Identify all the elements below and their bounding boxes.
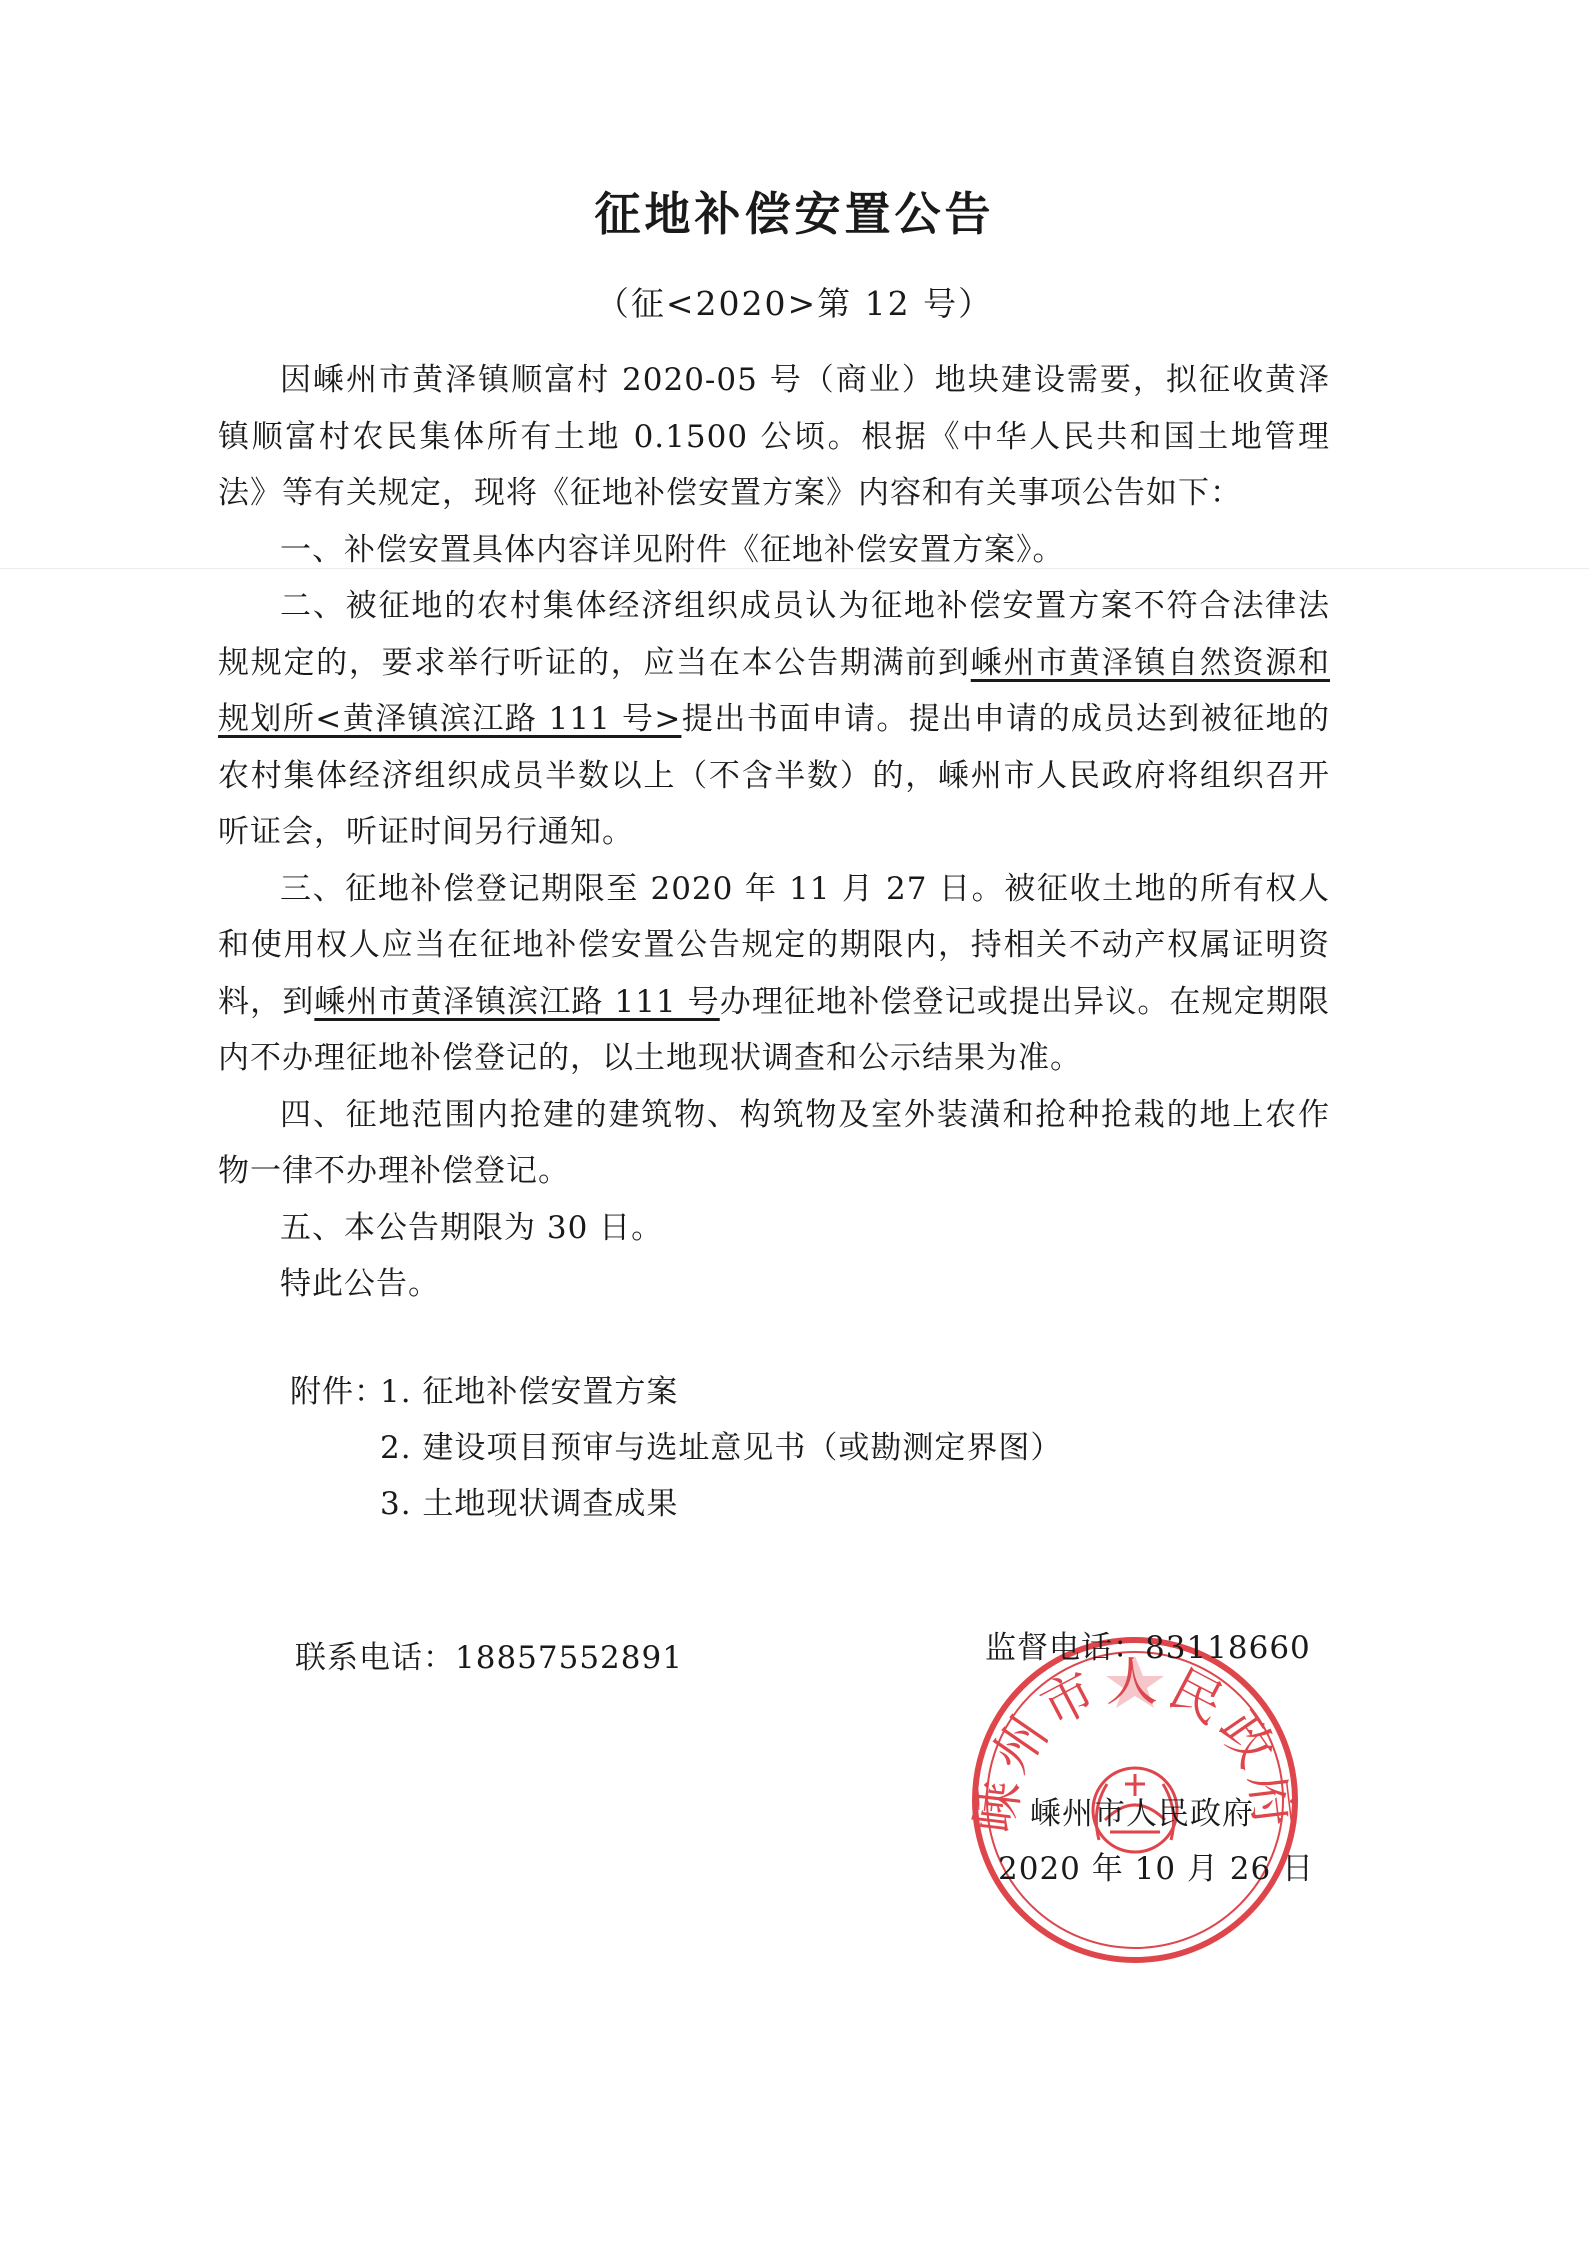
- attachment-row: [290, 1364, 1062, 1420]
- item-3-underlined-address: 嵊州市黄泽镇滨江路 111 号: [314, 983, 720, 1020]
- paragraph-item-5: 五、本公告期限为 30 日。: [280, 1209, 664, 1246]
- signature-date: 2020 年 10 月 26 日: [998, 1851, 1315, 1887]
- contact-phone-value: 18857552891: [455, 1640, 683, 1676]
- item-2-text-b: 提出书面申请。提出申请的成员达到被征地的农村集体经济组织成员半数以上（不含半数）的，嵊州市人民政府将组织召开听证会，听证时间另行通知。: [218, 701, 1331, 850]
- item-3-text-b: 办理征地补偿登记或提出异议。在规定期限内不办理征地补偿登记的，以土地现状调查和公示结果为准。: [218, 983, 1330, 1076]
- item-3-text-a: 三、征地补偿登记期限至 2020 年 11 月 27 日。被征收土地的所有权人和使用权人应当在征地补偿安置公告规定的期限内，持相关不动产权属证明资料，到: [218, 870, 1330, 1020]
- supervise-phone-label: 监督电话：: [985, 1630, 1145, 1666]
- paragraph-item-4: 四、征地范围内抢建的建筑物、构筑物及室外装潢和抢种抢栽的地上农作物一律不办理补偿登记。: [218, 1096, 1330, 1189]
- document-body: [218, 352, 1330, 1313]
- supervise-phone: [985, 1622, 1311, 1667]
- paragraph-item-1: 一、补偿安置具体内容详见附件《征地补偿安置方案》。: [280, 531, 1065, 568]
- attachment-row: [290, 1476, 1062, 1532]
- attachments-list: [290, 1364, 1062, 1532]
- paragraph-intro: 因嵊州市黄泽镇顺富村 2020-05 号（商业）地块建设需要，拟征收黄泽镇顺富村农民集体所有土地 0.1500 公顷。根据《中华人民共和国土地管理法》等有关规定，现将《征地补偿安置方案》内容和有关事项公告如下：: [218, 362, 1330, 511]
- contact-phone: [295, 1632, 683, 1677]
- item-2-underlined-address: 嵊州市黄泽镇自然资源和规划所<黄泽镇滨江路 111 号>: [218, 644, 1331, 737]
- contact-phone-label: 联系电话：: [295, 1640, 455, 1676]
- attachment-item: 2. 建设项目预审与选址意见书（或勘测定界图）: [380, 1430, 1063, 1466]
- paragraph-closing: 特此公告。: [280, 1266, 440, 1302]
- attachment-item: 3. 土地现状调查成果: [380, 1486, 679, 1522]
- attachment-row: [290, 1420, 1062, 1476]
- seal-text: 嵊州市人民政府: [965, 1653, 1305, 1837]
- attachments-label: 附件：: [290, 1374, 386, 1410]
- attachment-item: 1. 征地补偿安置方案: [380, 1374, 679, 1410]
- paragraph-item-2: [218, 578, 1330, 861]
- signature-organization: 嵊州市人民政府: [1030, 1796, 1254, 1832]
- document-number: （征<2020>第 12 号）: [595, 284, 994, 323]
- item-2-text-a: 二、被征地的农村集体经济组织成员认为征地补偿安置方案不符合法律法规规定的，要求举行听证的，应当在本公告期满前到: [218, 588, 1330, 681]
- supervise-phone-value: 83118660: [1145, 1630, 1311, 1666]
- paragraph-item-3: [218, 861, 1330, 1087]
- document-title: 征地补偿安置公告: [594, 187, 995, 241]
